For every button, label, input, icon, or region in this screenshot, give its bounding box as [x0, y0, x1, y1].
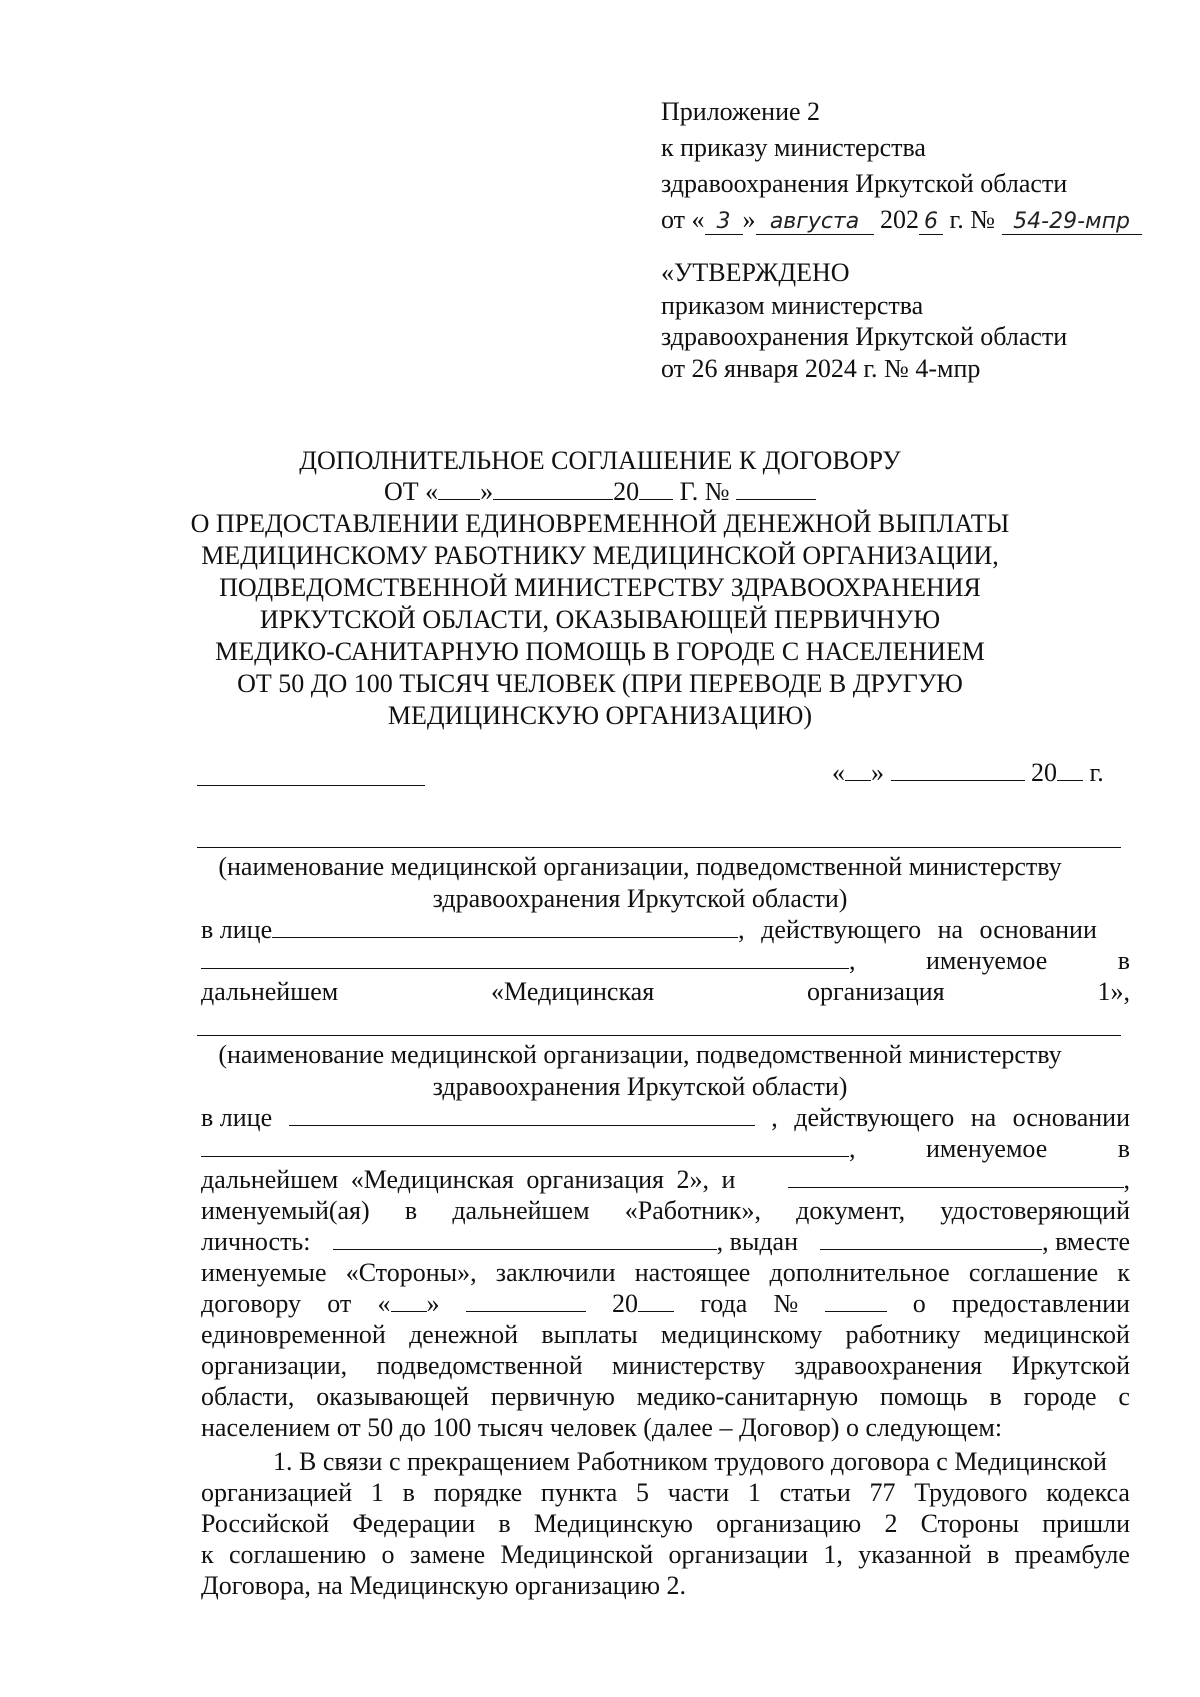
handwritten-day: 3: [705, 210, 743, 235]
appendix-line-1: Приложение 2: [661, 97, 821, 126]
body-line-4: именуемые «Стороны», заключили настоящее дополнительное соглашение к: [201, 1258, 1130, 1287]
org1-named-line: , именуемое в: [201, 946, 1130, 976]
org1-person-line: в лице , действующего на основании: [201, 915, 1097, 944]
body-line-1: дальнейшем «Медицинская организация 2», и ,: [201, 1165, 1130, 1194]
body-line-3: личность: , выдан , вместе: [201, 1227, 1130, 1256]
body-line-6: единовременной денежной выплаты медицинскому работнику медицинской: [201, 1320, 1130, 1349]
body-line-5: договору от « » 20 года № о предоставлении: [201, 1289, 1130, 1318]
title-line-3: О ПРЕДОСТАВЛЕНИИ ЕДИНОВРЕМЕННОЙ ДЕНЕЖНОЙ ВЫПЛАТЫ: [190, 509, 1010, 538]
approved-line-3: здравоохранения Иркутской области: [661, 322, 1068, 351]
body-line-2: именуемый(ая) в дальнейшем «Работник», документ, удостоверяющий: [201, 1196, 1130, 1225]
org1-caption-1: (наименование медицинской организации, подведомственной министерству: [218, 852, 1062, 881]
body-line-8: области, оказывающей первичную медико-санитарную помощь в городе с: [201, 1382, 1130, 1411]
org2-name-blank: [197, 1035, 1121, 1036]
approved-line-1: «УТВЕРЖДЕНО: [661, 258, 850, 287]
title-line-1: ДОПОЛНИТЕЛЬНОЕ СОГЛАШЕНИЕ К ДОГОВОРУ: [299, 446, 901, 475]
handwritten-year-digit: 6: [919, 210, 943, 235]
contract-date: « » 20 г.: [832, 758, 1104, 787]
date-tail: г. №: [949, 205, 996, 234]
title-line-4: МЕДИЦИНСКОМУ РАБОТНИКУ МЕДИЦИНСКОЙ ОРГАНИЗАЦИИ,: [201, 541, 999, 570]
org1-name-blank: [197, 847, 1121, 848]
handwritten-month: августа: [756, 210, 874, 235]
body-line-7: организации, подведомственной министерству здравоохранения Иркутской: [201, 1351, 1130, 1380]
handwritten-order-number: 54-29-мпр: [1002, 210, 1142, 235]
appendix-line-2: к приказу министерства: [661, 133, 926, 162]
clause-1-line-3: Российской Федерации в Медицинскую организацию 2 Стороны пришли: [201, 1509, 1130, 1538]
place-blank: [197, 785, 425, 786]
clause-1-line-1: 1. В связи с прекращением Работником трудового договора с Медицинской: [273, 1447, 1107, 1476]
org2-named-line: , именуемое в: [201, 1134, 1130, 1164]
org1-further-line: дальнейшем «Медицинская организация 1»,: [201, 977, 1130, 1006]
appendix-line-3: здравоохранения Иркутской области: [661, 169, 1068, 198]
date-prefix: от «: [661, 205, 705, 234]
body-line-9: населением от 50 до 100 тысяч человек (далее – Договор) о следующем:: [201, 1413, 1003, 1442]
clause-1-line-2: организацией 1 в порядке пункта 5 части 1 статьи 77 Трудового кодекса: [201, 1478, 1130, 1507]
date-mid: »: [742, 205, 756, 234]
title-line-6: ИРКУТСКОЙ ОБЛАСТИ, ОКАЗЫВАЮЩЕЙ ПЕРВИЧНУЮ: [259, 605, 941, 634]
title-line-5: ПОДВЕДОМСТВЕННОЙ МИНИСТЕРСТВУ ЗДРАВООХРАНЕНИЯ: [219, 573, 981, 602]
date-year-prefix: 202: [880, 205, 920, 234]
appendix-date-line: [661, 205, 1142, 235]
approved-line-2: приказом министерства: [661, 291, 924, 320]
clause-1-line-5: Договора, на Медицинскую организацию 2.: [201, 1571, 687, 1600]
title-line-7: МЕДИКО-САНИТАРНУЮ ПОМОЩЬ В ГОРОДЕ С НАСЕЛЕНИЕМ: [215, 637, 985, 666]
title-line-8: ОТ 50 ДО 100 ТЫСЯЧ ЧЕЛОВЕК (ПРИ ПЕРЕВОДЕ В ДРУГУЮ: [237, 669, 963, 698]
org2-caption-2: здравоохранения Иркутской области): [432, 1072, 848, 1101]
org2-caption-1: (наименование медицинской организации, подведомственной министерству: [218, 1040, 1062, 1069]
org2-person-line: в лице , действующего на основании: [201, 1103, 1130, 1132]
title-line-2: ОТ « » 20 Г. №: [160, 477, 1040, 507]
clause-1-line-4: к соглашению о замене Медицинской организации 1, указанной в преамбуле: [201, 1540, 1130, 1569]
org1-caption-2: здравоохранения Иркутской области): [432, 884, 848, 913]
approved-line-4: от 26 января 2024 г. № 4-мпр: [661, 354, 981, 383]
title-line-9: МЕДИЦИНСКУЮ ОРГАНИЗАЦИЮ): [387, 701, 813, 730]
